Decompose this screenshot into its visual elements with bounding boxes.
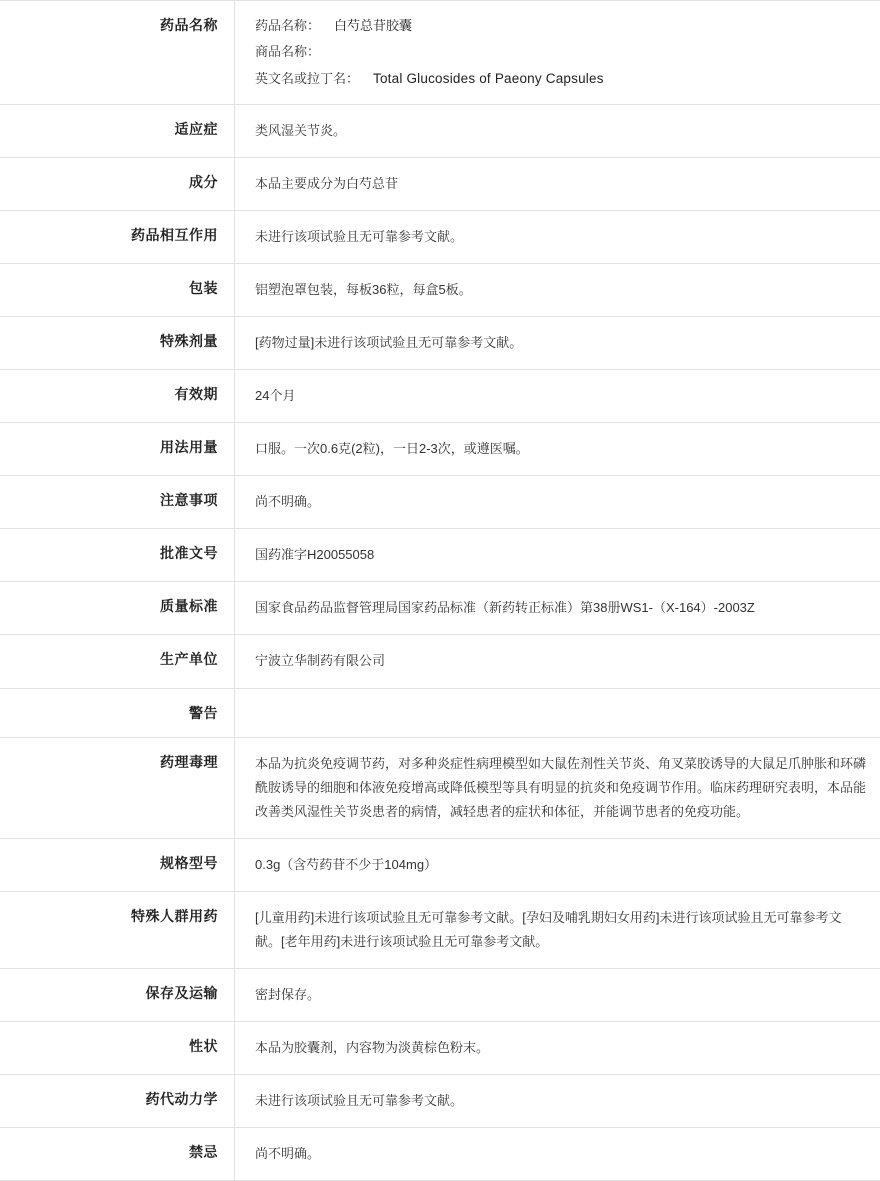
table-row — [0, 158, 880, 211]
trade-name-line — [255, 39, 866, 65]
table-row — [0, 476, 880, 529]
row-value-packaging: 铝塑泡罩包装，每板36粒，每盒5板。 — [235, 264, 880, 317]
table-row — [0, 737, 880, 838]
table-row — [0, 968, 880, 1021]
row-label-dosage: 用法用量 — [0, 423, 235, 476]
row-label-precautions: 注意事项 — [0, 476, 235, 529]
table-row — [0, 1, 880, 105]
row-label-special-populations: 特殊人群用药 — [0, 891, 235, 968]
row-label-storage-transport: 保存及运输 — [0, 968, 235, 1021]
table-row — [0, 582, 880, 635]
table-row — [0, 688, 880, 737]
latin-name-key: 英文名或拉丁名： — [255, 71, 359, 86]
row-value-contraindications: 尚不明确。 — [235, 1127, 880, 1180]
warning-empty-value — [255, 703, 866, 721]
row-value-drug-name — [235, 1, 880, 105]
latin-name-value: Total Glucosides of Paeony Capsules — [373, 71, 604, 86]
row-value-warning — [235, 688, 880, 737]
row-value-precautions: 尚不明确。 — [235, 476, 880, 529]
drug-name-value: 白芍总苷胶囊 — [334, 18, 412, 33]
drug-info-table-body — [0, 1, 880, 1181]
row-label-pharmacology-toxicology: 药理毒理 — [0, 737, 235, 838]
row-label-appearance: 性状 — [0, 1021, 235, 1074]
row-label-warning: 警告 — [0, 688, 235, 737]
drug-name-key: 药品名称： — [255, 18, 320, 33]
table-row — [0, 1127, 880, 1180]
table-row — [0, 211, 880, 264]
table-row — [0, 838, 880, 891]
row-label-approval-number: 批准文号 — [0, 529, 235, 582]
row-value-shelf-life: 24个月 — [235, 370, 880, 423]
table-row — [0, 635, 880, 688]
table-row — [0, 529, 880, 582]
row-value-overdose: [药物过量]未进行该项试验且无可靠参考文献。 — [235, 317, 880, 370]
row-label-drug-name: 药品名称 — [0, 1, 235, 105]
row-value-approval-number: 国药准字H20055058 — [235, 529, 880, 582]
row-value-pharmacology-toxicology: 本品为抗炎免疫调节药，对多种炎症性病理模型如大鼠佐剂性关节炎、角叉菜胶诱导的大鼠足爪肿胀和环磷酰胺诱导的细胞和体液免疫增高或降低模型等具有明显的抗炎和免疫调节作用。临床药理研究表明，本品能改善类风湿性关节炎患者的病情，减轻患者的症状和体征，并能调节患者的免疫功能。 — [235, 737, 880, 838]
table-row — [0, 370, 880, 423]
row-label-drug-interactions: 药品相互作用 — [0, 211, 235, 264]
row-label-quality-standard: 质量标准 — [0, 582, 235, 635]
latin-name-line — [255, 65, 866, 92]
row-label-specification: 规格型号 — [0, 838, 235, 891]
row-label-shelf-life: 有效期 — [0, 370, 235, 423]
row-label-packaging: 包装 — [0, 264, 235, 317]
row-value-appearance: 本品为胶囊剂，内容物为淡黄棕色粉末。 — [235, 1021, 880, 1074]
row-value-pharmacokinetics: 未进行该项试验且无可靠参考文献。 — [235, 1074, 880, 1127]
row-value-indications: 类风湿关节炎。 — [235, 105, 880, 158]
row-label-contraindications: 禁忌 — [0, 1127, 235, 1180]
row-label-pharmacokinetics: 药代动力学 — [0, 1074, 235, 1127]
drug-name-line — [255, 13, 866, 39]
row-label-indications: 适应症 — [0, 105, 235, 158]
table-row — [0, 105, 880, 158]
row-value-dosage: 口服。一次0.6克(2粒)，一日2-3次，或遵医嘱。 — [235, 423, 880, 476]
row-label-ingredients: 成分 — [0, 158, 235, 211]
table-row — [0, 423, 880, 476]
row-label-overdose: 特殊剂量 — [0, 317, 235, 370]
row-value-special-populations: [儿童用药]未进行该项试验且无可靠参考文献。[孕妇及哺乳期妇女用药]未进行该项试验且无可靠参考文献。[老年用药]未进行该项试验且无可靠参考文献。 — [235, 891, 880, 968]
row-value-storage-transport: 密封保存。 — [235, 968, 880, 1021]
row-value-quality-standard: 国家食品药品监督管理局国家药品标准（新药转正标准）第38册WS1-（X-164）-2003Z — [235, 582, 880, 635]
trade-name-key: 商品名称： — [255, 44, 320, 59]
row-value-drug-interactions: 未进行该项试验且无可靠参考文献。 — [235, 211, 880, 264]
row-value-manufacturer: 宁波立华制药有限公司 — [235, 635, 880, 688]
row-value-specification: 0.3g（含芍药苷不少于104mg） — [235, 838, 880, 891]
row-label-manufacturer: 生产单位 — [0, 635, 235, 688]
table-row — [0, 264, 880, 317]
table-row — [0, 1074, 880, 1127]
table-row — [0, 317, 880, 370]
row-value-ingredients: 本品主要成分为白芍总苷 — [235, 158, 880, 211]
table-row — [0, 1021, 880, 1074]
